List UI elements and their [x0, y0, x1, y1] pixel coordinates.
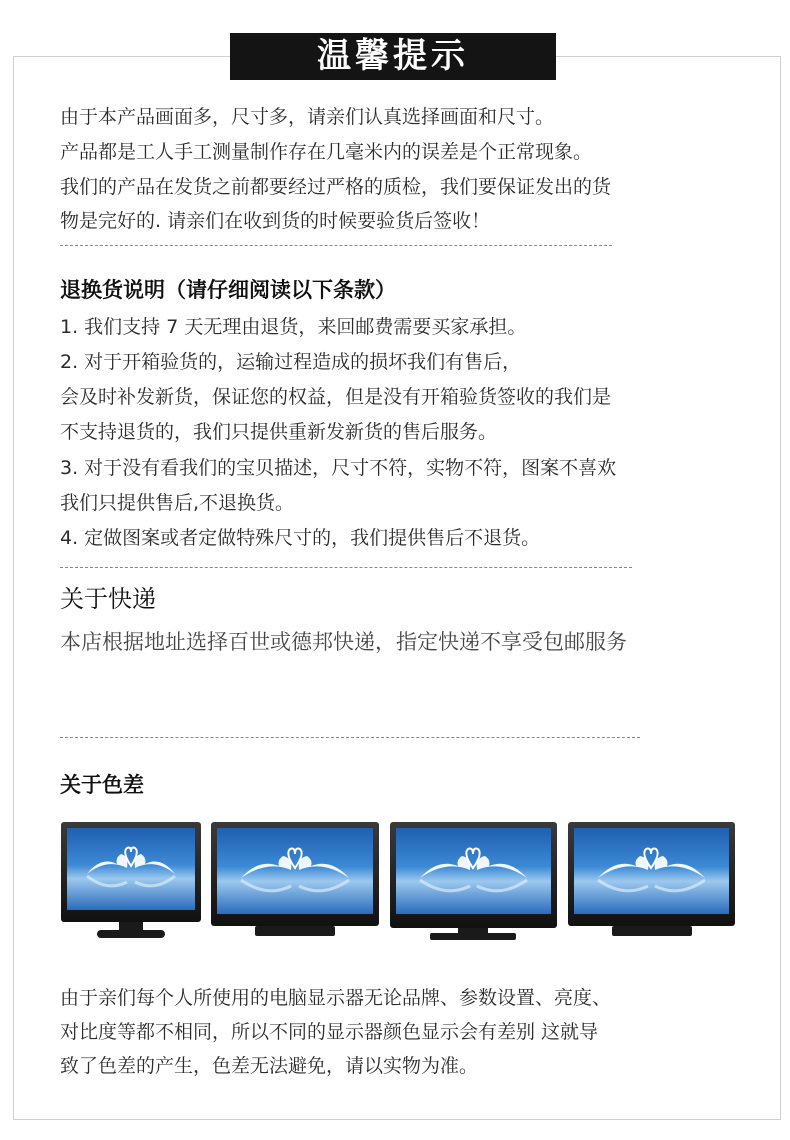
returns-heading: 退换货说明（请仔细阅读以下条款）: [60, 277, 396, 302]
intro-line: 产品都是工人手工测量制作存在几毫米内的误差是个正常现象。: [60, 141, 593, 163]
returns-line: 会及时补发新货，保证您的权益，但是没有开箱验货签收的我们是: [60, 386, 612, 408]
returns-line: 3. 对于没有看我们的宝贝描述，尺寸不符，实物不符，图案不喜欢: [60, 457, 617, 479]
intro-line: 由于本产品画面多，尺寸多，请亲们认真选择画面和尺寸。: [60, 106, 555, 128]
color-line: 由于亲们每个人所使用的电脑显示器无论品牌、参数设置、亮度、: [60, 987, 612, 1009]
returns-line: 我们只提供售后,不退换货。: [60, 492, 295, 514]
swan-heart-icon: [217, 828, 373, 914]
monitor-image: [390, 822, 557, 944]
swan-heart-icon: [67, 828, 195, 910]
monitor-image: [568, 822, 735, 942]
divider: [60, 245, 612, 246]
shipping-text: 本店根据地址选择百世或德邦快递，指定快递不享受包邮服务: [60, 630, 627, 654]
color-line: 对比度等都不相同，所以不同的显示器颜色显示会有差别 这就导: [60, 1021, 599, 1043]
returns-line: 4. 定做图案或者定做特殊尺寸的，我们提供售后不退货。: [60, 527, 541, 549]
page-title: 温馨提示: [230, 33, 556, 80]
swan-heart-icon: [574, 828, 729, 914]
color-heading: 关于色差: [60, 772, 144, 797]
returns-line: 2. 对于开箱验货的，运输过程造成的损坏我们有售后，: [60, 351, 522, 373]
swan-heart-icon: [396, 828, 551, 914]
intro-line: 物是完好的. 请亲们在收到货的时候要验货后签收！: [60, 210, 491, 232]
color-line: 致了色差的产生，色差无法避免，请以实物为准。: [60, 1055, 479, 1077]
monitor-image: [61, 822, 201, 942]
returns-line: 1. 我们支持 7 天无理由退货，来回邮费需要买家承担。: [60, 316, 527, 338]
intro-line: 我们的产品在发货之前都要经过严格的质检，我们要保证发出的货: [60, 176, 612, 198]
divider: [60, 567, 632, 568]
monitor-image: [211, 822, 379, 942]
shipping-heading: 关于快递: [60, 585, 156, 613]
divider: [60, 737, 640, 738]
returns-line: 不支持退货的，我们只提供重新发新货的售后服务。: [60, 421, 498, 443]
